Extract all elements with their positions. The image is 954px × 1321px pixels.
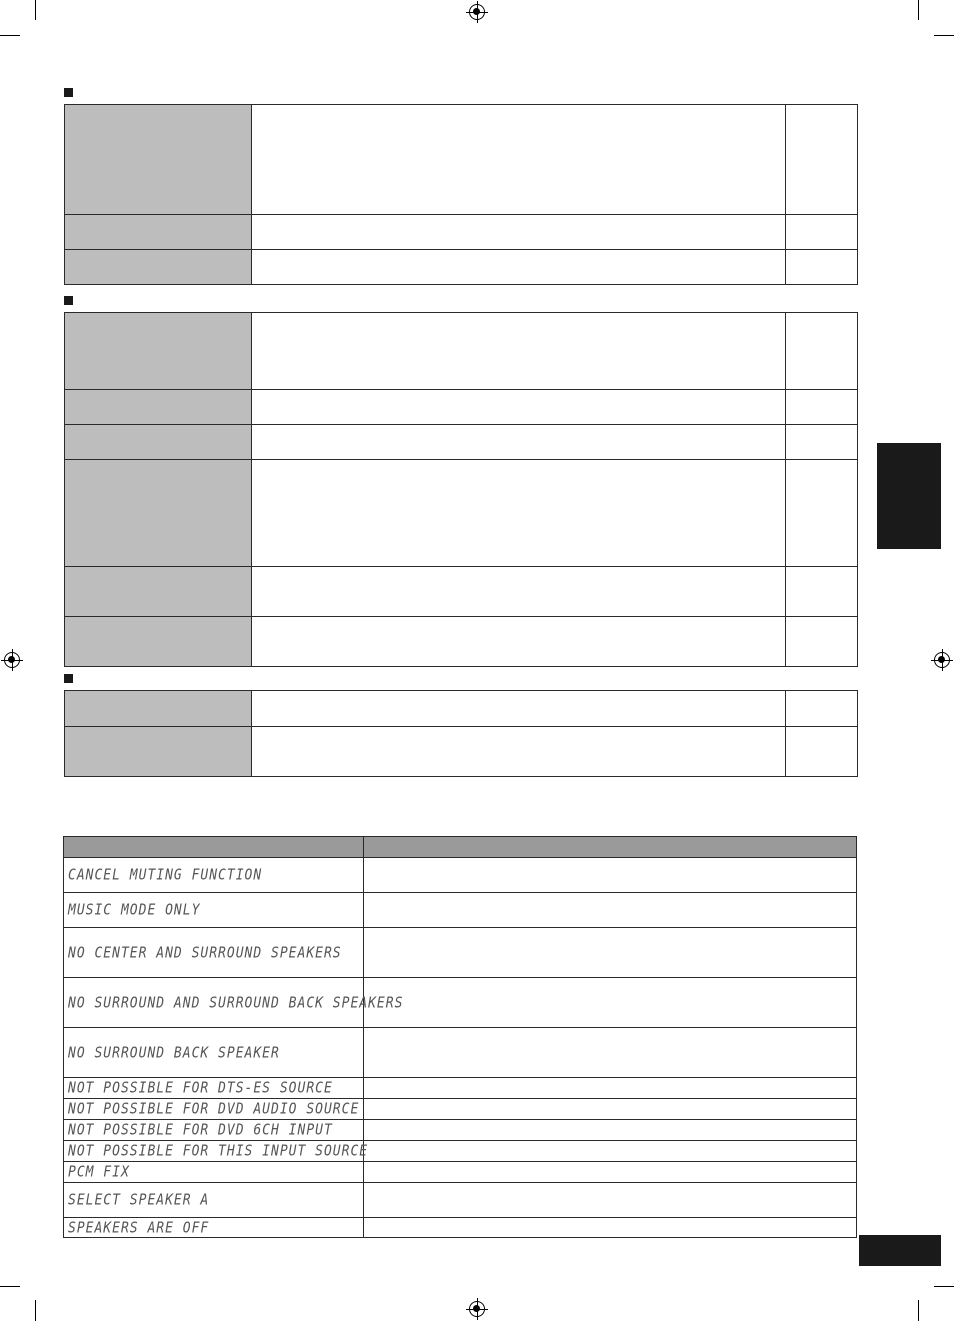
page-ref-cell — [786, 617, 858, 667]
table-row — [65, 313, 858, 390]
symptom-cell — [65, 250, 252, 285]
table-row — [65, 425, 858, 460]
remedy-cell — [364, 1099, 857, 1120]
cause-cell — [252, 425, 786, 460]
table-row — [65, 727, 858, 777]
display-message: PCM FIX — [64, 1160, 364, 1184]
display-message: NO SURROUND AND SURROUND BACK SPEAKERS — [64, 974, 364, 1032]
symptom-cell — [65, 105, 252, 215]
display-message: NOT POSSIBLE FOR DTS-ES SOURCE — [64, 1076, 364, 1100]
crop-mark — [0, 1286, 20, 1287]
crop-mark — [0, 35, 20, 36]
crop-mark — [934, 1286, 954, 1287]
remedy-cell — [364, 1028, 857, 1078]
table-header-row — [64, 837, 857, 858]
table-row — [64, 1099, 857, 1120]
section-bullet-icon — [64, 88, 73, 97]
cause-cell — [252, 727, 786, 777]
page-ref-cell — [786, 460, 858, 567]
troubleshooting-table-1 — [64, 104, 858, 285]
table-row — [65, 390, 858, 425]
crop-mark — [918, 1300, 919, 1321]
section-bullet-icon — [64, 296, 73, 305]
remedy-cell — [364, 1162, 857, 1183]
cause-cell — [252, 617, 786, 667]
table-row — [64, 893, 857, 928]
crop-mark — [918, 0, 919, 20]
remedy-cell — [364, 928, 857, 978]
registration-mark-icon — [4, 652, 20, 668]
symptom-cell — [65, 425, 252, 460]
cause-cell — [252, 460, 786, 567]
page-ref-cell — [786, 727, 858, 777]
table-row — [65, 250, 858, 285]
cause-cell — [252, 390, 786, 425]
page-ref-cell — [786, 425, 858, 460]
table-row — [64, 1028, 857, 1078]
remedy-cell — [364, 893, 857, 928]
display-message: CANCEL MUTING FUNCTION — [64, 855, 364, 895]
page-number-box — [859, 1235, 941, 1266]
table-row — [65, 215, 858, 250]
cause-cell — [252, 105, 786, 215]
registration-mark-icon — [469, 1301, 485, 1317]
table-row — [65, 460, 858, 567]
symptom-cell — [65, 691, 252, 727]
display-message: NOT POSSIBLE FOR DVD AUDIO SOURCE — [64, 1097, 364, 1121]
page-ref-cell — [786, 691, 858, 727]
table-row — [65, 691, 858, 727]
remedy-cell — [364, 1183, 857, 1218]
cause-cell — [252, 567, 786, 617]
symptom-cell — [65, 313, 252, 390]
table-row — [64, 1218, 857, 1238]
registration-mark-icon — [934, 652, 950, 668]
page-ref-cell — [786, 390, 858, 425]
display-message: MUSIC MODE ONLY — [64, 890, 364, 930]
cause-cell — [252, 691, 786, 727]
remedy-cell — [364, 858, 857, 893]
crop-mark — [35, 1300, 36, 1321]
table-row — [64, 1120, 857, 1141]
display-message: NOT POSSIBLE FOR THIS INPUT SOURCE — [64, 1139, 364, 1163]
section-bullet-icon — [64, 674, 73, 683]
table-row — [65, 617, 858, 667]
crop-mark — [35, 0, 36, 20]
symptom-cell — [65, 567, 252, 617]
symptom-cell — [65, 617, 252, 667]
table-row — [64, 1141, 857, 1162]
symptom-cell — [65, 727, 252, 777]
symptom-cell — [65, 215, 252, 250]
troubleshooting-table-3 — [64, 690, 858, 777]
table-row — [64, 1078, 857, 1099]
symptom-cell — [65, 390, 252, 425]
display-message: SELECT SPEAKER A — [64, 1180, 364, 1220]
remedy-cell — [364, 1218, 857, 1238]
registration-mark-icon — [469, 4, 485, 20]
display-message: NOT POSSIBLE FOR DVD 6CH INPUT — [64, 1118, 364, 1142]
table-row — [64, 1162, 857, 1183]
cause-cell — [252, 313, 786, 390]
chapter-side-tab — [877, 443, 941, 549]
page-ref-cell — [786, 313, 858, 390]
table-row — [64, 1183, 857, 1218]
table-row — [65, 105, 858, 215]
cause-cell — [252, 215, 786, 250]
crop-mark — [934, 35, 954, 36]
page-ref-cell — [786, 567, 858, 617]
remedy-cell — [364, 1120, 857, 1141]
remedy-cell — [364, 1141, 857, 1162]
symptom-cell — [65, 460, 252, 567]
display-message: NO CENTER AND SURROUND SPEAKERS — [64, 924, 364, 982]
page-ref-cell — [786, 215, 858, 250]
table-row — [65, 567, 858, 617]
header-display — [64, 837, 364, 858]
remedy-cell — [364, 1078, 857, 1099]
display-message: SPEAKERS ARE OFF — [64, 1216, 364, 1239]
header-remedy — [364, 837, 857, 858]
display-messages-table — [63, 836, 857, 1238]
table-row — [64, 978, 857, 1028]
table-row — [64, 858, 857, 893]
page-ref-cell — [786, 250, 858, 285]
page-ref-cell — [786, 105, 858, 215]
troubleshooting-table-2 — [64, 312, 858, 667]
display-message: NO SURROUND BACK SPEAKER — [64, 1024, 364, 1082]
remedy-cell — [364, 978, 857, 1028]
table-row — [64, 928, 857, 978]
cause-cell — [252, 250, 786, 285]
